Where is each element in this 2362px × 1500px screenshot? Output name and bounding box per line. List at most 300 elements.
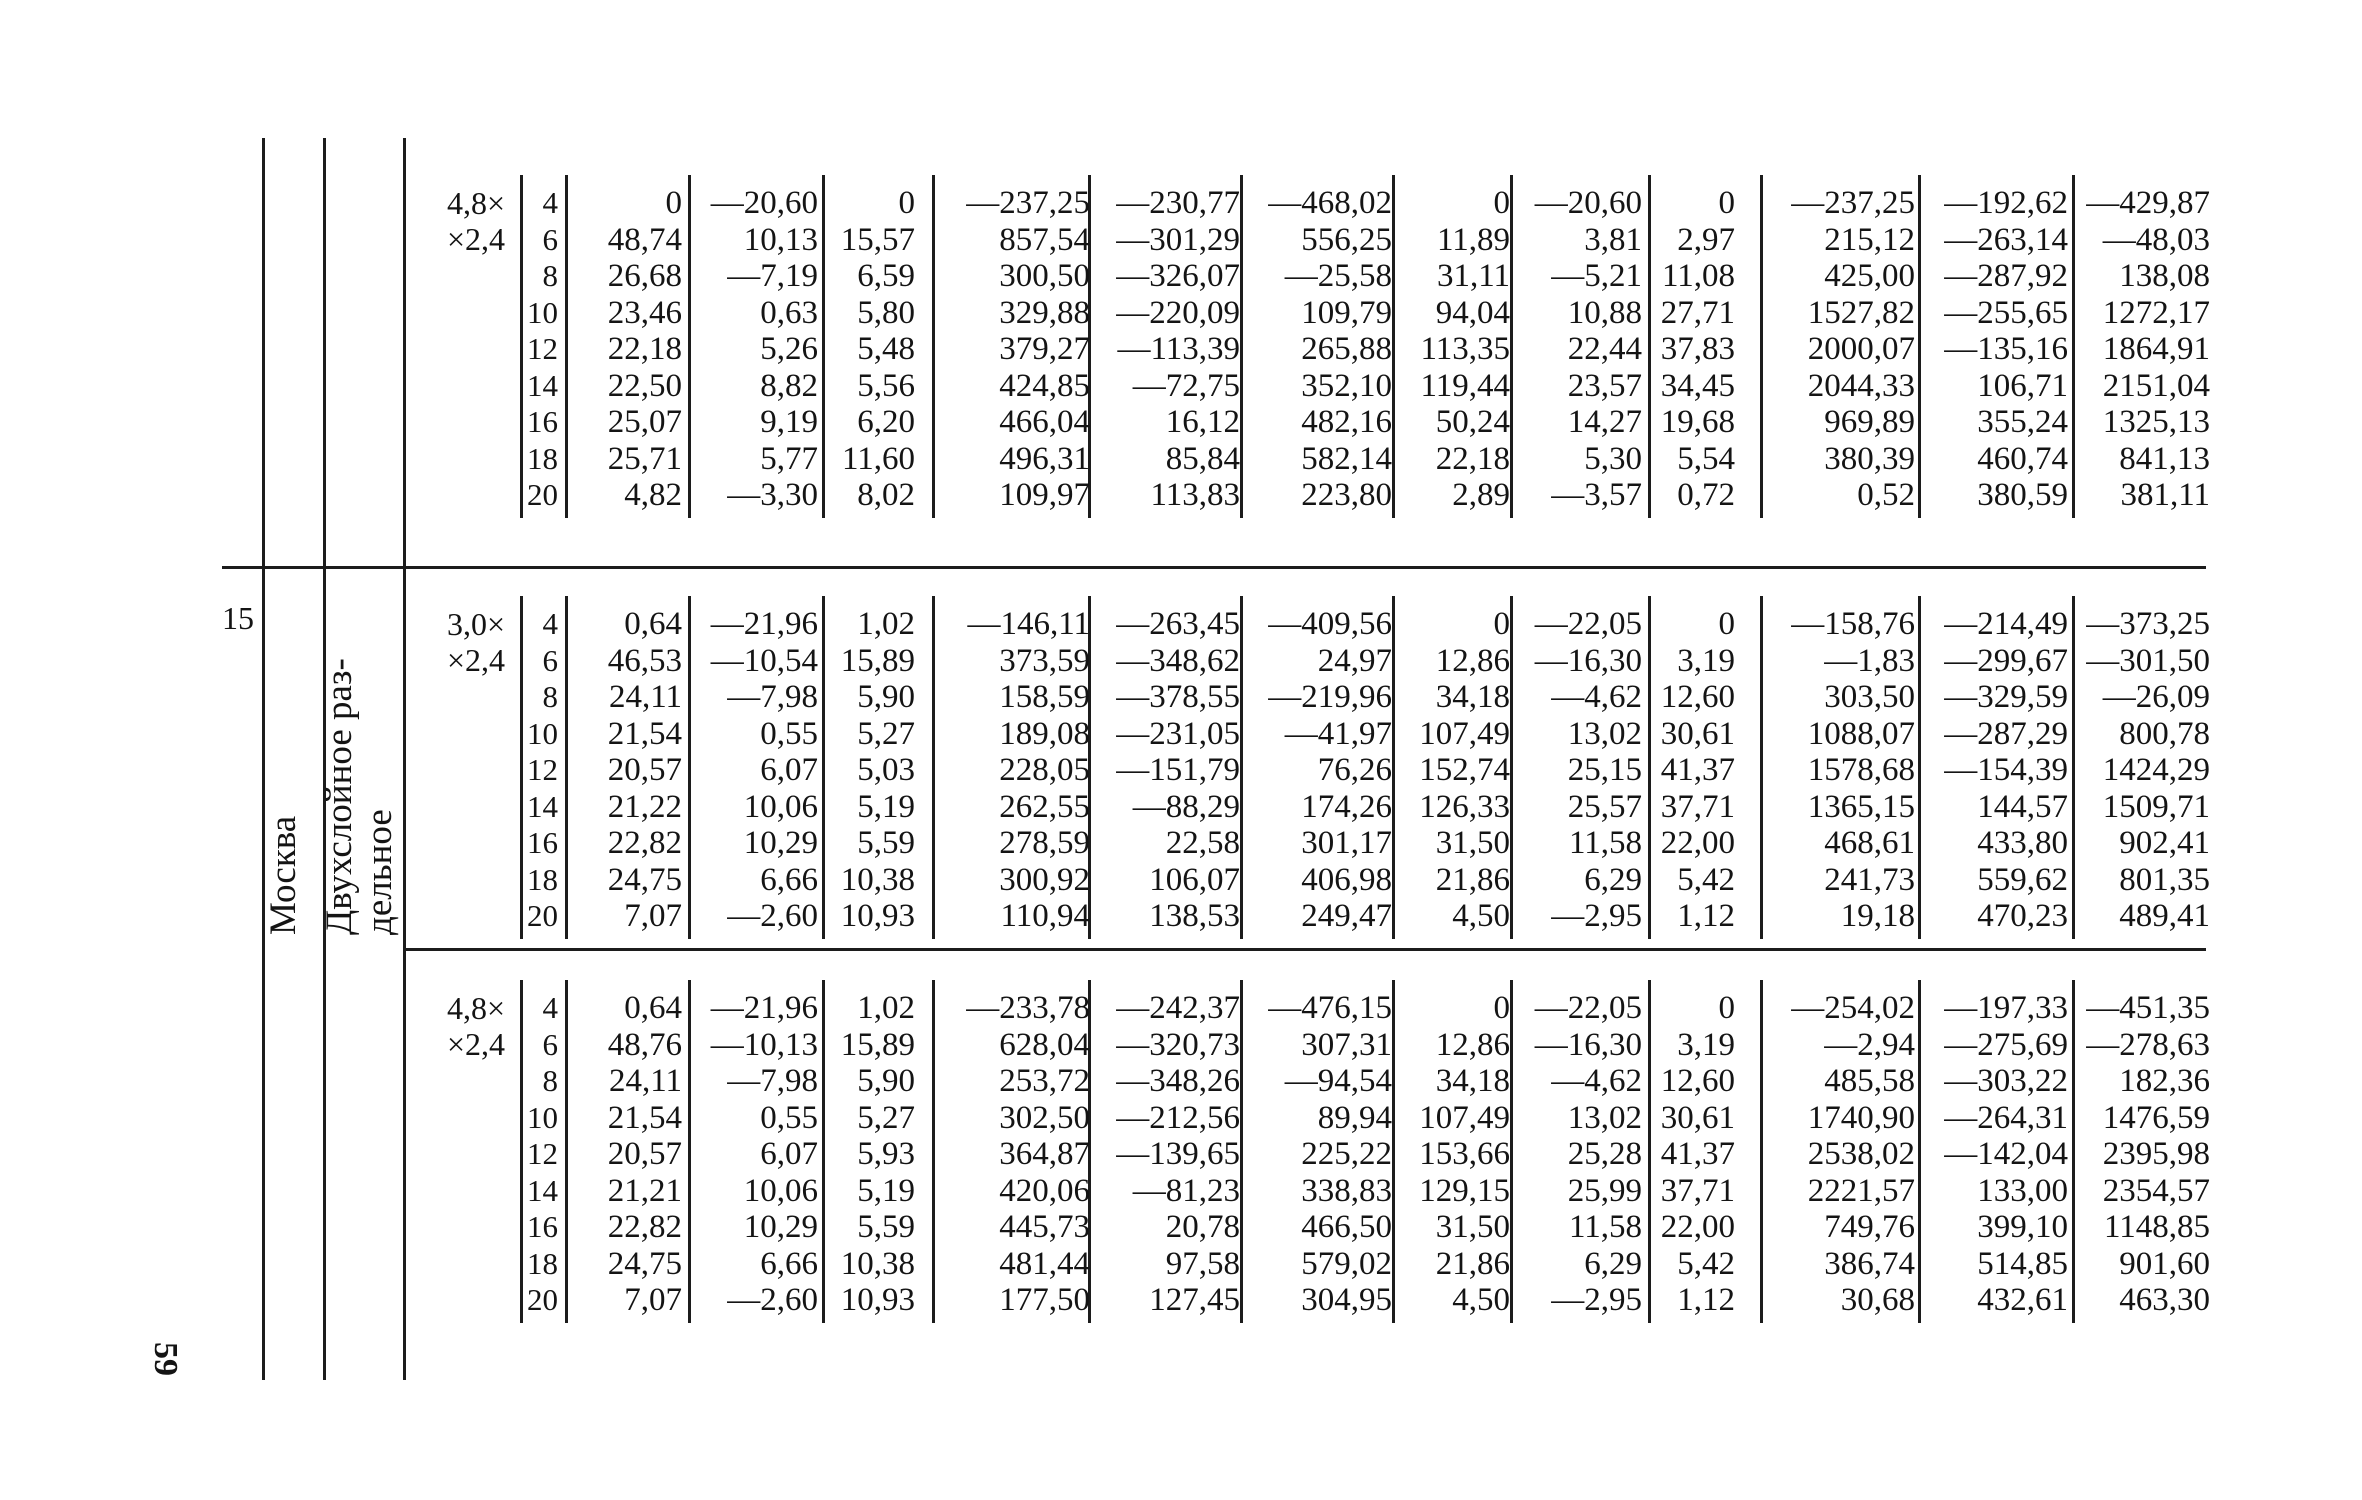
- value-cell: —378,55: [1116, 679, 1240, 715]
- value-cell: —3,30: [727, 477, 818, 513]
- value-cell: 25,57: [1567, 788, 1642, 825]
- value-cell: 0: [898, 185, 915, 221]
- value-cell: —287,29: [1944, 715, 2068, 752]
- value-cell: 0: [1493, 990, 1510, 1026]
- value-cell: 6,07: [760, 752, 818, 788]
- value-cell: 1424,29: [2102, 752, 2210, 788]
- value-cell: 37,83: [1660, 331, 1735, 367]
- value-cell: 19,18: [1840, 898, 1915, 934]
- value-cell: —299,67: [1944, 642, 2068, 679]
- table-row: [0, 368, 2362, 404]
- value-cell: 463,30: [2119, 1282, 2210, 1318]
- value-cell: 8,82: [760, 367, 818, 404]
- hour-cell: 20: [527, 477, 558, 512]
- value-cell: 129,15: [1419, 1172, 1510, 1209]
- value-cell: 0: [1493, 185, 1510, 221]
- value-cell: 15,57: [840, 221, 915, 258]
- value-cell: 5,93: [857, 1136, 915, 1172]
- value-cell: —264,31: [1944, 1099, 2068, 1136]
- value-cell: 2044,33: [1807, 367, 1915, 404]
- value-cell: 420,06: [999, 1172, 1090, 1209]
- value-cell: 445,73: [999, 1209, 1090, 1245]
- value-cell: —10,54: [710, 642, 818, 679]
- value-cell: 109,79: [1301, 294, 1392, 331]
- value-cell: 425,00: [1824, 258, 1915, 294]
- table-row: [0, 295, 2362, 331]
- hour-cell: 10: [527, 294, 558, 330]
- value-cell: 12,86: [1435, 1026, 1510, 1063]
- value-cell: 4,50: [1452, 1282, 1510, 1318]
- value-cell: —2,60: [727, 1282, 818, 1318]
- value-cell: 153,66: [1419, 1136, 1510, 1172]
- value-cell: 902,41: [2119, 825, 2210, 861]
- value-cell: 85,84: [1165, 440, 1240, 477]
- value-cell: —81,23: [1132, 1172, 1240, 1209]
- value-cell: 14,27: [1567, 404, 1642, 440]
- value-cell: 6,29: [1584, 1245, 1642, 1282]
- value-cell: 8,02: [857, 477, 915, 513]
- value-cell: 24,97: [1317, 642, 1392, 679]
- value-cell: 559,62: [1977, 861, 2068, 898]
- value-cell: —139,65: [1116, 1136, 1240, 1172]
- table-row: [0, 441, 2362, 477]
- value-cell: 468,61: [1824, 825, 1915, 861]
- table-row: [0, 477, 2362, 513]
- value-cell: —329,59: [1944, 679, 2068, 715]
- value-cell: 9,19: [760, 404, 818, 440]
- value-cell: —263,14: [1944, 221, 2068, 258]
- value-cell: 37,71: [1660, 788, 1735, 825]
- value-cell: 0: [1718, 990, 1735, 1026]
- value-cell: 48,76: [607, 1026, 682, 1063]
- value-cell: 3,19: [1677, 642, 1735, 679]
- value-cell: 6,59: [857, 258, 915, 294]
- table-row: [0, 716, 2362, 752]
- value-cell: 304,95: [1301, 1282, 1392, 1318]
- value-cell: 482,16: [1301, 404, 1392, 440]
- value-cell: 10,29: [743, 1209, 818, 1245]
- value-cell: 5,77: [760, 440, 818, 477]
- value-cell: 22,82: [607, 1209, 682, 1245]
- value-cell: 241,73: [1824, 861, 1915, 898]
- value-cell: —1,83: [1824, 642, 1915, 679]
- value-cell: 381,11: [2120, 477, 2210, 513]
- value-cell: —230,77: [1116, 185, 1240, 221]
- value-cell: 152,74: [1419, 752, 1510, 788]
- value-cell: 373,59: [999, 642, 1090, 679]
- table-row: [0, 1100, 2362, 1136]
- value-cell: 5,42: [1677, 1245, 1735, 1282]
- value-cell: 26,68: [607, 258, 682, 294]
- value-cell: 2221,57: [1807, 1172, 1915, 1209]
- value-cell: 5,54: [1677, 440, 1735, 477]
- value-cell: —10,13: [710, 1026, 818, 1063]
- value-cell: 5,19: [857, 1172, 915, 1209]
- value-cell: 399,10: [1977, 1209, 2068, 1245]
- table-row: [0, 1173, 2362, 1209]
- value-cell: —2,95: [1551, 898, 1642, 934]
- hour-cell: 16: [527, 825, 558, 860]
- value-cell: 24,11: [608, 1063, 682, 1099]
- value-cell: —41,97: [1284, 715, 1392, 752]
- value-cell: 11,58: [1568, 825, 1642, 861]
- value-cell: —7,98: [727, 1063, 818, 1099]
- value-cell: 133,00: [1977, 1172, 2068, 1209]
- value-cell: 113,83: [1150, 477, 1240, 513]
- value-cell: 228,05: [999, 752, 1090, 788]
- value-cell: —26,09: [2102, 679, 2210, 715]
- table-row: [0, 643, 2362, 679]
- value-cell: —113,39: [1117, 331, 1240, 367]
- value-cell: —254,02: [1791, 990, 1915, 1026]
- value-cell: 0: [1493, 606, 1510, 642]
- value-cell: 21,54: [607, 1099, 682, 1136]
- value-cell: 31,50: [1435, 825, 1510, 861]
- hour-cell: 16: [527, 1209, 558, 1244]
- value-cell: 278,59: [999, 825, 1090, 861]
- value-cell: 21,54: [607, 715, 682, 752]
- value-cell: —48,03: [2102, 221, 2210, 258]
- value-cell: 253,72: [999, 1063, 1090, 1099]
- value-cell: 126,33: [1419, 788, 1510, 825]
- value-cell: —409,56: [1268, 606, 1392, 642]
- table-row: [0, 185, 2362, 221]
- value-cell: 7,07: [624, 898, 682, 934]
- value-cell: 364,87: [999, 1136, 1090, 1172]
- value-cell: 0: [1718, 185, 1735, 221]
- value-cell: 12,60: [1660, 679, 1735, 715]
- value-cell: 496,31: [999, 440, 1090, 477]
- value-cell: —146,11: [967, 606, 1090, 642]
- value-cell: 969,89: [1824, 404, 1915, 440]
- value-cell: 329,88: [999, 294, 1090, 331]
- value-cell: 5,27: [857, 715, 915, 752]
- hour-cell: 14: [527, 1172, 558, 1208]
- value-cell: 41,37: [1660, 752, 1735, 788]
- value-cell: 7,07: [624, 1282, 682, 1318]
- value-cell: 21,86: [1435, 1245, 1510, 1282]
- value-cell: —22,05: [1534, 606, 1642, 642]
- hour-cell: 14: [527, 367, 558, 403]
- table-row: [0, 1282, 2362, 1318]
- value-cell: 20,78: [1165, 1209, 1240, 1245]
- table-row: [0, 825, 2362, 861]
- value-cell: 11,89: [1436, 221, 1510, 258]
- value-cell: —301,29: [1116, 221, 1240, 258]
- value-cell: 1,12: [1677, 1282, 1735, 1318]
- value-cell: 22,18: [607, 331, 682, 367]
- value-cell: —2,60: [727, 898, 818, 934]
- value-cell: 3,19: [1677, 1026, 1735, 1063]
- value-cell: 6,29: [1584, 861, 1642, 898]
- value-cell: 1864,91: [2102, 331, 2210, 367]
- table-row: [0, 606, 2362, 642]
- hour-cell: 16: [527, 404, 558, 439]
- value-cell: 138,08: [2119, 258, 2210, 294]
- value-cell: 10,38: [840, 1245, 915, 1282]
- value-cell: —348,62: [1116, 642, 1240, 679]
- value-cell: 19,68: [1660, 404, 1735, 440]
- value-cell: 0: [1718, 606, 1735, 642]
- value-cell: 12,60: [1660, 1063, 1735, 1099]
- value-cell: 3,81: [1584, 221, 1642, 258]
- value-cell: 4,50: [1452, 898, 1510, 934]
- value-cell: 303,50: [1824, 679, 1915, 715]
- value-cell: 89,94: [1317, 1099, 1392, 1136]
- value-cell: —20,60: [710, 185, 818, 221]
- value-cell: 2538,02: [1807, 1136, 1915, 1172]
- value-cell: 380,59: [1977, 477, 2068, 513]
- value-cell: 2354,57: [2102, 1172, 2210, 1209]
- value-cell: 41,37: [1660, 1136, 1735, 1172]
- value-cell: 20,57: [607, 1136, 682, 1172]
- value-cell: 0: [665, 185, 682, 221]
- value-cell: 4,82: [624, 477, 682, 513]
- table-row: [0, 1209, 2362, 1245]
- hour-cell: 18: [527, 1245, 558, 1281]
- hour-cell: 10: [527, 715, 558, 751]
- value-cell: —242,37: [1116, 990, 1240, 1026]
- value-cell: 2,89: [1452, 477, 1510, 513]
- value-cell: 215,12: [1824, 221, 1915, 258]
- value-cell: 23,46: [607, 294, 682, 331]
- hour-cell: 8: [542, 258, 558, 293]
- value-cell: 10,93: [840, 1282, 915, 1318]
- value-cell: 22,58: [1165, 825, 1240, 861]
- value-cell: 24,75: [607, 1245, 682, 1282]
- value-cell: 249,47: [1301, 898, 1392, 934]
- value-cell: 302,50: [999, 1099, 1090, 1136]
- hour-cell: 14: [527, 788, 558, 824]
- table-row: [0, 222, 2362, 258]
- value-cell: 0,52: [1857, 477, 1915, 513]
- table-row: [0, 331, 2362, 367]
- value-cell: 262,55: [999, 788, 1090, 825]
- value-cell: 22,18: [1435, 440, 1510, 477]
- value-cell: —25,58: [1284, 258, 1392, 294]
- value-cell: —7,98: [727, 679, 818, 715]
- value-cell: 556,25: [1301, 221, 1392, 258]
- value-cell: 225,22: [1301, 1136, 1392, 1172]
- value-cell: 11,08: [1661, 258, 1735, 294]
- page-number: 59: [147, 1342, 184, 1376]
- value-cell: 25,07: [607, 404, 682, 440]
- value-cell: 6,66: [760, 861, 818, 898]
- value-cell: 48,74: [607, 221, 682, 258]
- value-cell: —2,94: [1824, 1026, 1915, 1063]
- value-cell: —135,16: [1944, 331, 2068, 367]
- value-cell: 1365,15: [1807, 788, 1915, 825]
- value-cell: —214,49: [1944, 606, 2068, 642]
- hour-cell: 12: [527, 752, 558, 787]
- value-cell: —233,78: [966, 990, 1090, 1026]
- value-cell: 1,02: [857, 606, 915, 642]
- value-cell: —16,30: [1534, 642, 1642, 679]
- value-cell: 30,68: [1840, 1282, 1915, 1318]
- value-cell: —158,76: [1791, 606, 1915, 642]
- table-row: [0, 1136, 2362, 1172]
- value-cell: —88,29: [1132, 788, 1240, 825]
- value-cell: 107,49: [1419, 1099, 1510, 1136]
- value-cell: 5,03: [857, 752, 915, 788]
- value-cell: 34,45: [1660, 367, 1735, 404]
- hour-cell: 6: [542, 221, 558, 257]
- value-cell: 2151,04: [2102, 367, 2210, 404]
- hour-cell: 4: [542, 990, 558, 1025]
- value-cell: —287,92: [1944, 258, 2068, 294]
- value-cell: 470,23: [1977, 898, 2068, 934]
- value-cell: 481,44: [999, 1245, 1090, 1282]
- value-cell: 628,04: [999, 1026, 1090, 1063]
- size-label: 4,8× ×2,4: [446, 185, 505, 257]
- value-cell: 485,58: [1824, 1063, 1915, 1099]
- hour-cell: 20: [527, 1282, 558, 1317]
- value-cell: —237,25: [1791, 185, 1915, 221]
- value-cell: 21,21: [607, 1172, 682, 1209]
- value-cell: 0,72: [1677, 477, 1735, 513]
- value-cell: —255,65: [1944, 294, 2068, 331]
- value-cell: 34,18: [1435, 1063, 1510, 1099]
- value-cell: 0,55: [760, 1099, 818, 1136]
- value-cell: —5,21: [1551, 258, 1642, 294]
- value-cell: 15,89: [840, 1026, 915, 1063]
- value-cell: 138,53: [1149, 898, 1240, 934]
- value-cell: —22,05: [1534, 990, 1642, 1026]
- value-cell: 22,00: [1660, 825, 1735, 861]
- value-cell: 5,19: [857, 788, 915, 825]
- value-cell: —7,19: [727, 258, 818, 294]
- value-cell: 106,07: [1149, 861, 1240, 898]
- value-cell: 338,83: [1301, 1172, 1392, 1209]
- value-cell: 21,22: [607, 788, 682, 825]
- hour-cell: 12: [527, 331, 558, 366]
- value-cell: 30,61: [1660, 715, 1735, 752]
- value-cell: —212,56: [1116, 1099, 1240, 1136]
- value-cell: —21,96: [710, 606, 818, 642]
- value-cell: 386,74: [1824, 1245, 1915, 1282]
- table-row: [0, 1027, 2362, 1063]
- value-cell: —275,69: [1944, 1026, 2068, 1063]
- value-cell: —237,25: [966, 185, 1090, 221]
- value-cell: 119,44: [1420, 367, 1510, 404]
- value-cell: —320,73: [1116, 1026, 1240, 1063]
- value-cell: —468,02: [1268, 185, 1392, 221]
- value-cell: —3,57: [1551, 477, 1642, 513]
- value-cell: —72,75: [1132, 367, 1240, 404]
- value-cell: 379,27: [999, 331, 1090, 367]
- value-cell: 30,61: [1660, 1099, 1735, 1136]
- table-row: [0, 679, 2362, 715]
- value-cell: 5,90: [857, 1063, 915, 1099]
- value-cell: 0,55: [760, 715, 818, 752]
- horizontal-rule-top: [222, 566, 2206, 569]
- value-cell: 22,00: [1660, 1209, 1735, 1245]
- value-cell: 5,90: [857, 679, 915, 715]
- value-cell: 466,50: [1301, 1209, 1392, 1245]
- value-cell: 5,56: [857, 367, 915, 404]
- value-cell: 301,17: [1301, 825, 1392, 861]
- table-row: [0, 862, 2362, 898]
- hour-cell: 4: [542, 606, 558, 641]
- value-cell: 1,12: [1677, 898, 1735, 934]
- value-cell: 5,59: [857, 825, 915, 861]
- value-cell: 265,88: [1301, 331, 1392, 367]
- value-cell: 27,71: [1660, 294, 1735, 331]
- value-cell: 10,29: [743, 825, 818, 861]
- value-cell: 352,10: [1301, 367, 1392, 404]
- hour-cell: 4: [542, 185, 558, 220]
- value-cell: —192,62: [1944, 185, 2068, 221]
- value-cell: 432,61: [1977, 1282, 2068, 1318]
- value-cell: 749,76: [1824, 1209, 1915, 1245]
- table-row: [0, 752, 2362, 788]
- value-cell: 20,57: [607, 752, 682, 788]
- value-cell: 406,98: [1301, 861, 1392, 898]
- value-cell: —4,62: [1551, 679, 1642, 715]
- value-cell: 46,53: [607, 642, 682, 679]
- value-cell: —451,35: [2086, 990, 2210, 1026]
- city-label: Москва: [263, 815, 304, 935]
- value-cell: 189,08: [999, 715, 1090, 752]
- value-cell: 300,50: [999, 258, 1090, 294]
- value-cell: 50,24: [1435, 404, 1510, 440]
- value-cell: —220,09: [1116, 294, 1240, 331]
- value-cell: 2395,98: [2102, 1136, 2210, 1172]
- value-cell: 109,97: [999, 477, 1090, 513]
- hour-cell: 18: [527, 440, 558, 476]
- value-cell: 2000,07: [1807, 331, 1915, 367]
- value-cell: —263,45: [1116, 606, 1240, 642]
- type-label-line2: дельное: [359, 809, 400, 935]
- value-cell: 113,35: [1420, 331, 1510, 367]
- value-cell: 6,07: [760, 1136, 818, 1172]
- value-cell: —154,39: [1944, 752, 2068, 788]
- value-cell: 22,50: [607, 367, 682, 404]
- value-cell: 5,26: [760, 331, 818, 367]
- value-cell: 10,88: [1567, 294, 1642, 331]
- value-cell: —151,79: [1116, 752, 1240, 788]
- value-cell: 22,44: [1567, 331, 1642, 367]
- value-cell: —373,25: [2086, 606, 2210, 642]
- value-cell: 31,50: [1435, 1209, 1510, 1245]
- value-cell: —476,15: [1268, 990, 1392, 1026]
- value-cell: —197,33: [1944, 990, 2068, 1026]
- value-cell: 1088,07: [1807, 715, 1915, 752]
- value-cell: —303,22: [1944, 1063, 2068, 1099]
- value-cell: 94,04: [1435, 294, 1510, 331]
- value-cell: 5,27: [857, 1099, 915, 1136]
- value-cell: 514,85: [1977, 1245, 2068, 1282]
- value-cell: 1325,13: [2102, 404, 2210, 440]
- value-cell: 144,57: [1977, 788, 2068, 825]
- value-cell: 23,57: [1567, 367, 1642, 404]
- value-cell: —21,96: [710, 990, 818, 1026]
- value-cell: 355,24: [1977, 404, 2068, 440]
- value-cell: —301,50: [2086, 642, 2210, 679]
- value-cell: 0,64: [624, 990, 682, 1026]
- value-cell: 1740,90: [1807, 1099, 1915, 1136]
- value-cell: —94,54: [1284, 1063, 1392, 1099]
- value-cell: —142,04: [1944, 1136, 2068, 1172]
- table-row: [0, 789, 2362, 825]
- value-cell: 466,04: [999, 404, 1090, 440]
- value-cell: 582,14: [1301, 440, 1392, 477]
- value-cell: 13,02: [1567, 715, 1642, 752]
- value-cell: 424,85: [999, 367, 1090, 404]
- value-cell: 97,58: [1165, 1245, 1240, 1282]
- value-cell: 177,50: [999, 1282, 1090, 1318]
- value-cell: 0,64: [624, 606, 682, 642]
